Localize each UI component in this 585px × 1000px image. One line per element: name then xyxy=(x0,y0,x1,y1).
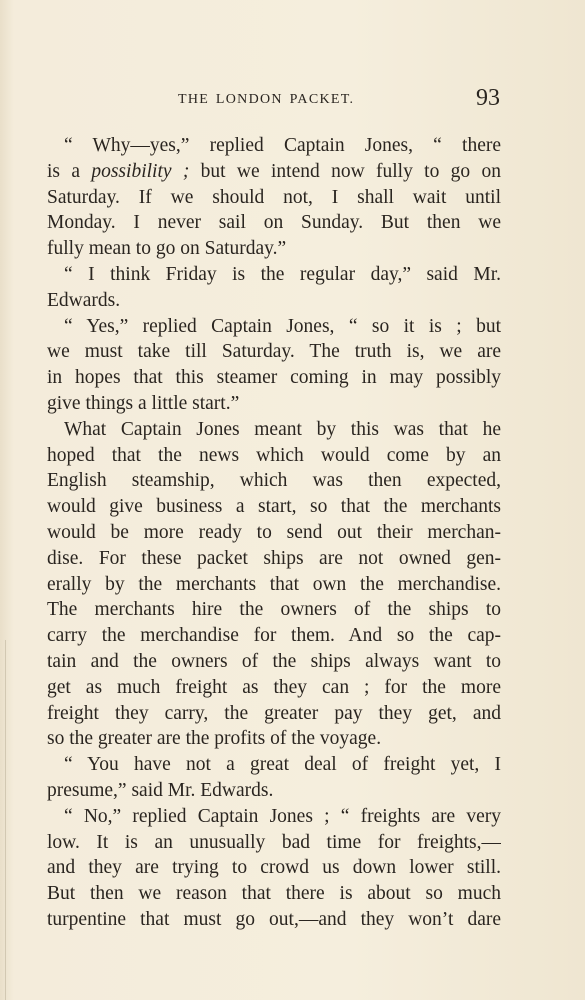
text-line: so the greater are the profits of the voyage. xyxy=(47,728,382,750)
text-run: but we intend now fully to go on xyxy=(189,160,501,182)
text-line: presume,” said Mr. Edwards. xyxy=(47,779,274,801)
text-line: get as much freight as they can ; for the more xyxy=(47,676,501,698)
binding-edge xyxy=(5,640,6,1000)
text-line: low. It is an unusually bad time for freights,— xyxy=(47,831,501,853)
text-line: “ Why—yes,” replied Captain Jones, “ there xyxy=(64,135,501,156)
text-line: give things a little start.” xyxy=(47,392,240,414)
text-line: “ Yes,” replied Captain Jones, “ so it is ; but xyxy=(64,315,501,337)
text-line-with-emphasis xyxy=(47,159,501,185)
text-line: and they are trying to crowd us down lower still. xyxy=(47,857,501,879)
text-line: fully mean to go on Saturday.” xyxy=(47,238,287,260)
text-line: Monday. I never sail on Sunday. But then we xyxy=(47,212,501,234)
text-line: freight they carry, the greater pay they get, and xyxy=(47,702,501,724)
emphasized-word: possibility ; xyxy=(91,160,190,182)
text-line: English steamship, which was then expected, xyxy=(47,470,501,492)
text-line: dise. For these packet ships are not owned gen- xyxy=(47,547,501,569)
text-line: But then we reason that there is about so much xyxy=(47,883,501,905)
page-number: 93 xyxy=(476,85,500,111)
text-line: erally by the merchants that own the merchandise. xyxy=(47,573,501,595)
text-line: “ No,” replied Captain Jones ; “ freights are very xyxy=(64,805,501,827)
text-run: is a xyxy=(47,160,92,182)
text-line: Saturday. If we should not, I shall wait until xyxy=(47,186,501,208)
text-line: The merchants hire the owners of the ships to xyxy=(47,599,501,621)
text-line: would give business a start, so that the merchants xyxy=(47,496,501,518)
running-title: THE LONDON PACKET. xyxy=(178,92,355,107)
text-line: “ I think Friday is the regular day,” said Mr. xyxy=(64,263,501,285)
text-line: in hopes that this steamer coming in may possibly xyxy=(47,367,501,389)
text-line: Edwards. xyxy=(47,289,121,311)
text-line: hoped that the news which would come by an xyxy=(47,444,501,466)
text-line: we must take till Saturday. The truth is, we are xyxy=(47,341,501,363)
text-line: carry the merchandise for them. And so the cap- xyxy=(47,625,501,647)
text-line: “ You have not a great deal of freight yet, I xyxy=(64,754,501,776)
text-line: turpentine that must go out,—and they won’t dare xyxy=(47,908,501,930)
text-line: tain and the owners of the ships always want to xyxy=(47,650,501,672)
running-head xyxy=(0,85,585,114)
text-line: would be more ready to send out their merchan- xyxy=(47,521,501,543)
body-text xyxy=(47,133,501,933)
text-line: What Captain Jones meant by this was that he xyxy=(64,418,501,440)
